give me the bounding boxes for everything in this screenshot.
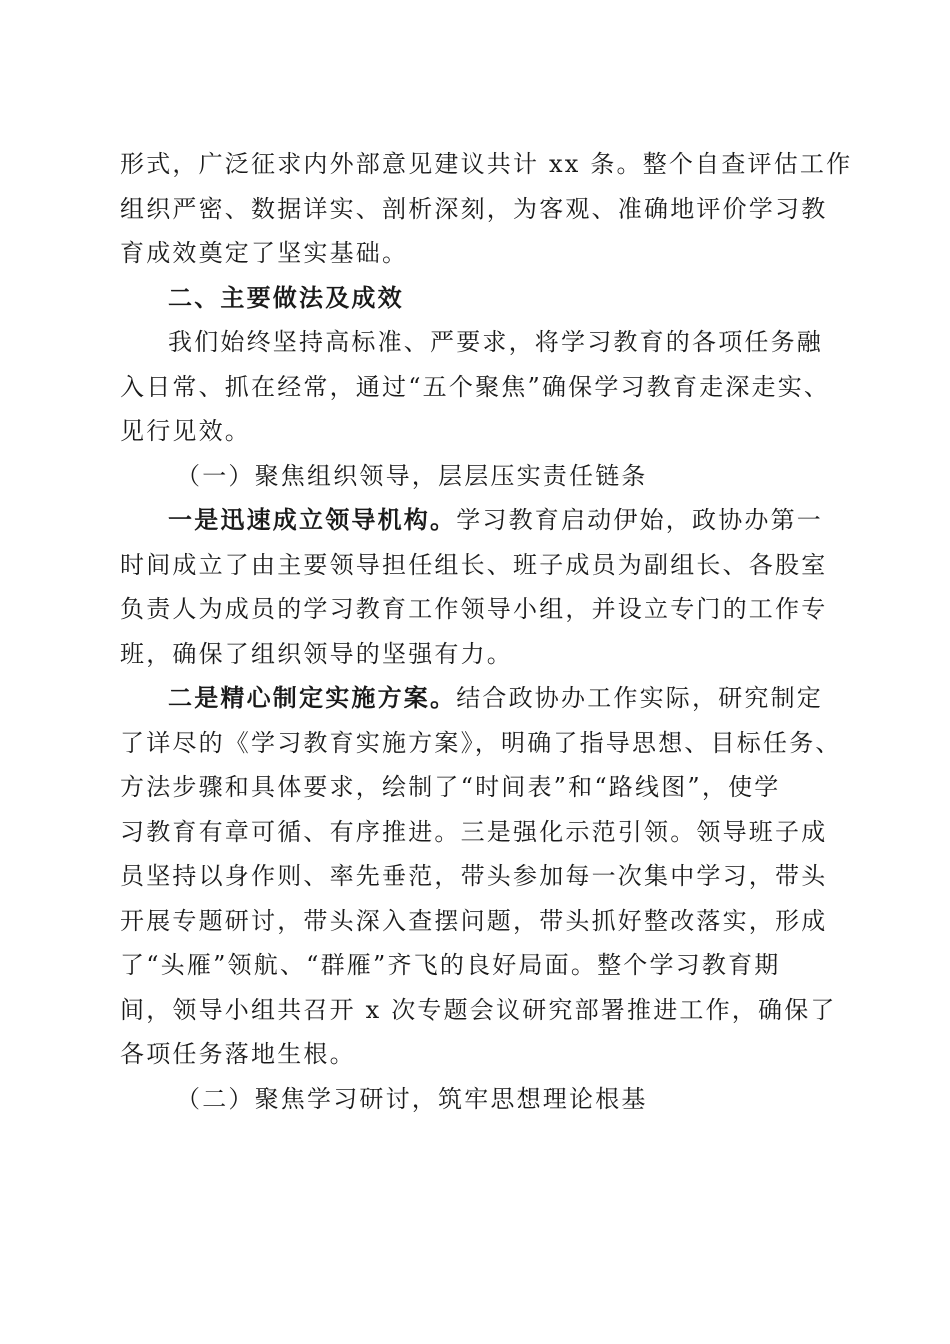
paragraph-line: 了详尽的《学习教育实施方案》，明确了指导思想、目标任务、 (120, 728, 842, 757)
paragraph-line: 组织严密、数据详实、剖析深刻，为客观、准确地评价学习教 (120, 194, 828, 223)
paragraph-line (120, 676, 838, 721)
document-body (120, 142, 853, 1121)
paragraph-line (120, 498, 838, 543)
paragraph-line: 间，领导小组共召开 x 次专题会议研究部署推进工作，确保了 (120, 995, 837, 1024)
paragraph-line: 班，确保了组织领导的坚强有力。 (120, 639, 513, 668)
subsection-heading: （二）聚焦学习研讨，筑牢思想理论根基 (176, 1084, 648, 1113)
lead-phrase: 二是精心制定实施方案。 (168, 683, 457, 712)
paragraph-line: 我们始终坚持高标准、严要求，将学习教育的各项任务融 (168, 328, 823, 356)
paragraph-text: 学习教育启动伊始，政协办第一 (456, 506, 824, 534)
paragraph-line: 育成效奠定了坚实基础。 (120, 239, 409, 267)
subsection-heading: （一）聚焦组织领导，层层压实责任链条 (176, 461, 648, 490)
paragraph-line: 形式，广泛征求内外部意见建议共计 xx 条。整个自查评估工作 (120, 150, 853, 178)
paragraph-line: 开展专题研讨，带头深入查摆问题，带头抓好整改落实，形成 (120, 906, 828, 935)
paragraph-line: 了“头雁”领航、“群雁”齐飞的良好局面。整个学习教育期 (120, 951, 781, 979)
paragraph-line: 各项任务落地生根。 (120, 1040, 356, 1068)
paragraph-line: 入日常、抓在经常，通过“五个聚焦”确保学习教育走深走实、 (120, 372, 831, 401)
section-heading: 二、主要做法及成效 (168, 282, 404, 312)
paragraph-line: 负责人为成员的学习教育工作领导小组，并设立专门的工作专 (120, 595, 828, 623)
paragraph-line: 见行见效。 (120, 417, 251, 445)
paragraph-line: 时间成立了由主要领导担任组长、班子成员为副组长、各股室 (120, 550, 828, 579)
lead-phrase: 一是迅速成立领导机构。 (168, 505, 457, 534)
paragraph-line: 方法步骤和具体要求，绘制了“时间表”和“路线图”，使学 (120, 773, 781, 801)
paragraph-text: 结合政协办工作实际，研究制定 (456, 684, 824, 712)
paragraph-line: 习教育有章可循、有序推进。三是强化示范引领。领导班子成 (120, 817, 828, 846)
paragraph-line: 员坚持以身作则、率先垂范，带头参加每一次集中学习，带头 (120, 862, 828, 890)
